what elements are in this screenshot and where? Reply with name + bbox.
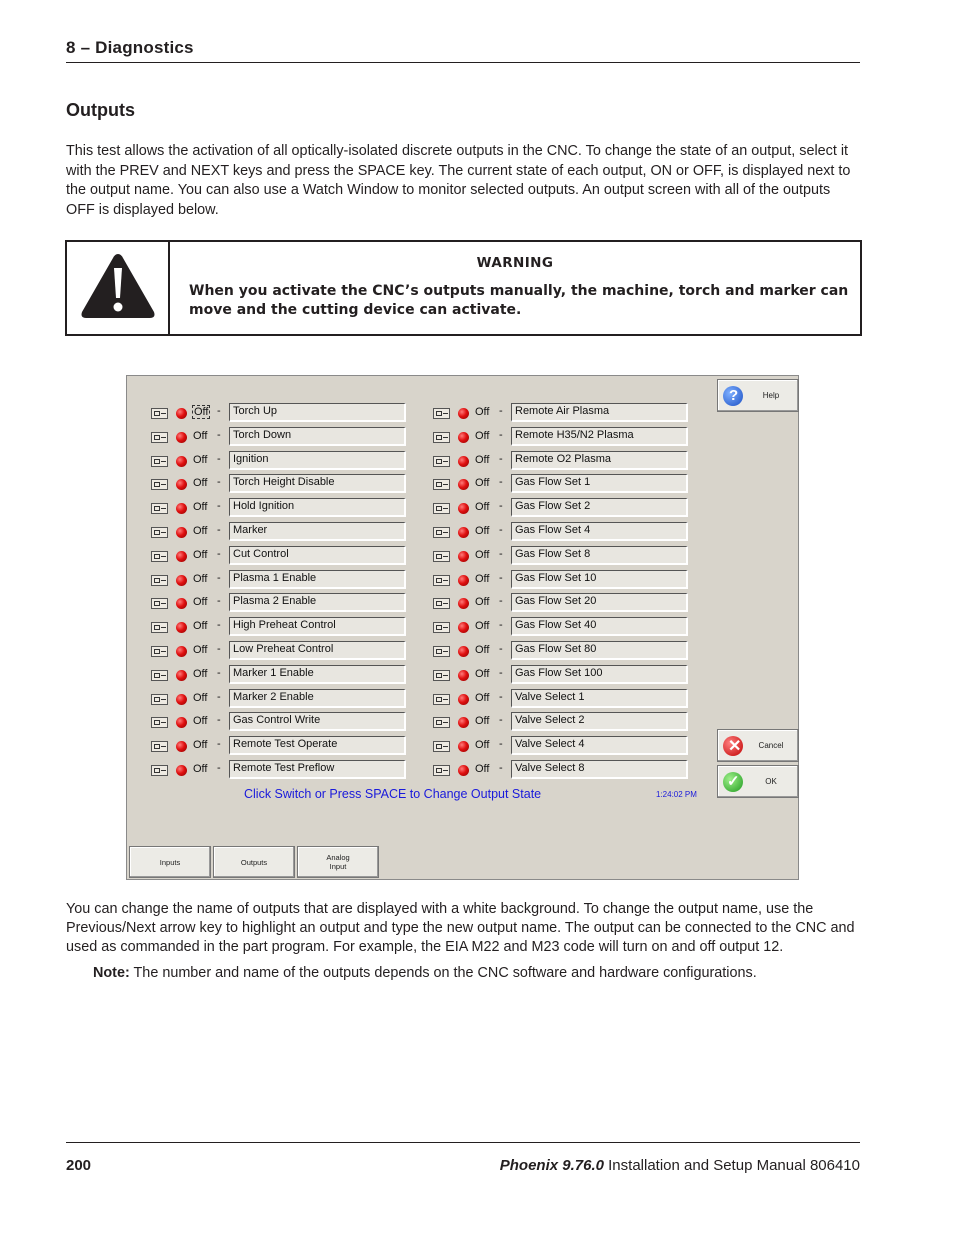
output-state: Off [475, 763, 490, 775]
output-state: Off [475, 572, 490, 585]
separator-dash: - [499, 738, 503, 751]
output-name-field[interactable]: Plasma 2 Enable [229, 593, 406, 612]
separator-dash: - [499, 547, 503, 560]
status-led-icon [458, 741, 469, 752]
left-output-row [151, 593, 441, 615]
note [93, 965, 853, 981]
output-name-field[interactable]: Gas Flow Set 40 [511, 617, 688, 636]
output-state: Off [475, 525, 490, 537]
status-led-icon [176, 741, 187, 752]
right-output-row [433, 474, 723, 496]
right-output-row [433, 593, 723, 615]
output-state: Off [193, 739, 208, 752]
output-state: Off [475, 406, 490, 418]
output-state: Off [475, 501, 490, 514]
output-state: Off [475, 691, 490, 704]
status-led-icon [458, 717, 469, 728]
separator-dash: - [217, 405, 221, 417]
status-led-icon [176, 408, 187, 419]
right-output-row [433, 760, 723, 782]
output-name-field[interactable]: Gas Flow Set 20 [511, 593, 688, 612]
separator-dash: - [217, 666, 221, 679]
separator-dash: - [499, 500, 503, 513]
footer-title [500, 1157, 860, 1174]
status-led-icon [176, 694, 187, 705]
separator-dash: - [499, 428, 503, 441]
status-led-icon [176, 622, 187, 633]
output-switch-icon[interactable] [151, 456, 168, 467]
output-switch-icon[interactable] [151, 717, 168, 728]
status-led-icon [176, 527, 187, 538]
status-led-icon [458, 765, 469, 776]
status-led-icon [176, 479, 187, 490]
left-output-row [151, 689, 441, 711]
output-name-field[interactable]: Valve Select 4 [511, 736, 688, 755]
output-name-field[interactable]: Plasma 1 Enable [229, 570, 406, 589]
output-switch-icon[interactable] [151, 408, 168, 419]
output-switch-icon[interactable] [433, 503, 450, 514]
output-state: Off [475, 620, 490, 633]
cancel-button[interactable] [717, 729, 799, 762]
output-switch-icon[interactable] [151, 765, 168, 776]
separator-dash: - [217, 643, 221, 655]
output-switch-icon[interactable] [433, 694, 450, 705]
exclamation-triangle-icon [80, 252, 156, 320]
output-state: Off [475, 644, 490, 656]
separator-dash: - [217, 571, 221, 584]
status-led-icon [458, 694, 469, 705]
separator-dash: - [217, 595, 221, 608]
status-message: Click Switch or Press SPACE to Change Output State [244, 787, 542, 801]
output-name-field[interactable]: Torch Height Disable [229, 474, 406, 493]
output-switch-icon[interactable] [433, 622, 450, 633]
output-state: Off [193, 620, 208, 633]
output-state: Off [475, 477, 490, 490]
output-switch-icon[interactable] [433, 408, 450, 419]
clock-readout: 1:24:02 PM [656, 790, 697, 799]
left-output-row [151, 570, 441, 592]
separator-dash: - [499, 524, 503, 536]
page-number: 200 [66, 1157, 92, 1174]
output-name-field[interactable]: Low Preheat Control [229, 641, 406, 660]
status-led-icon [176, 717, 187, 728]
right-output-row [433, 712, 723, 734]
separator-dash: - [217, 619, 221, 632]
separator-dash: - [499, 714, 503, 727]
warning-body: When you activate the CNC’s outputs manually, the machine, torch and marker can move and the cutting device can activate. [189, 283, 849, 318]
output-state: Off [193, 644, 208, 656]
output-state: Off [475, 739, 490, 752]
separator-dash: - [499, 762, 503, 774]
left-output-row [151, 617, 441, 639]
output-switch-icon[interactable] [151, 646, 168, 657]
right-output-row [433, 403, 723, 425]
output-name-field[interactable]: Valve Select 2 [511, 712, 688, 731]
left-output-row [151, 403, 441, 425]
output-switch-icon[interactable] [151, 479, 168, 490]
left-output-row [151, 474, 441, 496]
right-output-row [433, 641, 723, 663]
right-output-row [433, 451, 723, 473]
output-state: Off [475, 453, 490, 466]
separator-dash: - [217, 476, 221, 489]
status-led-icon [458, 456, 469, 467]
output-state: Off [193, 477, 208, 490]
left-output-row [151, 665, 441, 687]
separator-dash: - [217, 714, 221, 727]
help-label: Help [762, 391, 780, 400]
output-name-field[interactable]: Gas Flow Set 2 [511, 498, 688, 517]
cancel-icon: ✕ [723, 736, 743, 756]
output-name-field[interactable]: Remote O2 Plasma [511, 451, 688, 470]
status-led-icon [458, 622, 469, 633]
separator-dash: - [499, 476, 503, 489]
right-output-row [433, 570, 723, 592]
output-name-field[interactable]: Valve Select 1 [511, 689, 688, 708]
output-name-field[interactable]: Marker 2 Enable [229, 689, 406, 708]
right-output-row [433, 498, 723, 520]
output-state: Off [193, 715, 208, 728]
output-state: Off [193, 572, 208, 585]
after-paragraph: You can change the name of outputs that are displayed with a white background. To change the output name, use the Previous/Next arrow key to highlight an output and type the new output name. The output can be connected to the CNC and used as commanded in the part program. For example, the EIA M22 and M23 code will turn on and off output 12. [66, 901, 855, 955]
output-name-field[interactable]: High Preheat Control [229, 617, 406, 636]
separator-dash: - [499, 452, 503, 465]
output-switch-icon[interactable] [433, 717, 450, 728]
status-led-icon [176, 646, 187, 657]
output-state: Off [194, 406, 209, 418]
help-icon: ? [723, 386, 743, 406]
status-led-icon [176, 765, 187, 776]
output-switch-icon[interactable] [151, 694, 168, 705]
status-led-icon [458, 527, 469, 538]
output-name-field[interactable]: Marker 1 Enable [229, 665, 406, 684]
separator-dash: - [217, 762, 221, 774]
chapter-title: 8 – Diagnostics [66, 38, 194, 57]
status-led-icon [458, 479, 469, 490]
tab-outputs[interactable]: Outputs [213, 846, 295, 878]
separator-dash: - [217, 738, 221, 751]
output-name-field[interactable]: Gas Flow Set 80 [511, 641, 688, 660]
note-text: The number and name of the outputs depends on the CNC software and hardware configurations. [129, 965, 757, 981]
output-switch-icon[interactable] [433, 456, 450, 467]
output-switch-icon[interactable] [433, 575, 450, 586]
separator-dash: - [499, 571, 503, 584]
right-output-row [433, 522, 723, 544]
outputs-screen [126, 375, 799, 880]
output-name-field[interactable]: Torch Down [229, 427, 406, 446]
warning-box [65, 240, 862, 336]
status-led-icon [458, 503, 469, 514]
ok-button[interactable] [717, 765, 799, 798]
output-state: Off [475, 429, 490, 442]
intro-paragraph: This test allows the activation of all optically-isolated discrete outputs in the CNC. To change the state of an output, select it with the PREV and NEXT keys and press the SPACE key. The current state of each output, ON or OFF, is displayed next to the output name. You can also use a Watch Window to monitor selected outputs. An output screen with all of the outputs OFF is displayed below. [66, 143, 851, 218]
status-led-icon [458, 432, 469, 443]
output-switch-icon[interactable] [151, 432, 168, 443]
output-switch-icon[interactable] [151, 551, 168, 562]
left-output-row [151, 736, 441, 758]
output-name-field[interactable]: Ignition [229, 451, 406, 470]
output-switch-icon[interactable] [151, 503, 168, 514]
status-led-icon [176, 551, 187, 562]
output-state: Off [193, 453, 208, 466]
left-output-row [151, 427, 441, 449]
status-led-icon [176, 456, 187, 467]
output-state: Off [193, 429, 208, 442]
right-output-row [433, 689, 723, 711]
status-led-icon [176, 598, 187, 609]
left-output-row [151, 760, 441, 782]
output-name-field[interactable]: Cut Control [229, 546, 406, 565]
output-name-field[interactable]: Gas Flow Set 1 [511, 474, 688, 493]
output-switch-icon[interactable] [151, 598, 168, 609]
output-name-field[interactable]: Torch Up [229, 403, 406, 422]
output-switch-icon[interactable] [151, 741, 168, 752]
separator-dash: - [499, 690, 503, 703]
left-output-row [151, 522, 441, 544]
output-switch-icon[interactable] [151, 575, 168, 586]
separator-dash: - [499, 643, 503, 655]
status-led-icon [176, 503, 187, 514]
output-switch-icon[interactable] [433, 432, 450, 443]
separator-dash: - [217, 500, 221, 513]
output-name-field[interactable]: Gas Flow Set 100 [511, 665, 688, 684]
footer-rule [66, 1142, 860, 1143]
output-switch-icon[interactable] [433, 646, 450, 657]
separator-dash: - [217, 428, 221, 441]
cancel-label: Cancel [758, 741, 784, 750]
output-state: Off [475, 715, 490, 728]
left-output-row [151, 498, 441, 520]
output-state: Off [475, 596, 490, 609]
output-name-field[interactable]: Gas Flow Set 4 [511, 522, 688, 541]
output-switch-icon[interactable] [433, 741, 450, 752]
status-led-icon [458, 575, 469, 586]
status-led-icon [458, 646, 469, 657]
status-led-icon [458, 670, 469, 681]
output-state: Off [193, 548, 208, 561]
separator-dash: - [217, 524, 221, 536]
separator-dash: - [499, 619, 503, 632]
note-label: Note: [93, 965, 130, 981]
output-state: Off [193, 501, 208, 514]
output-switch-icon[interactable] [151, 527, 168, 538]
output-name-field[interactable]: Gas Control Write [229, 712, 406, 731]
status-led-icon [458, 408, 469, 419]
output-name-field[interactable]: Hold Ignition [229, 498, 406, 517]
output-switch-icon[interactable] [151, 670, 168, 681]
left-output-row [151, 451, 441, 473]
output-state: Off [475, 548, 490, 561]
separator-dash: - [499, 405, 503, 417]
output-name-field[interactable]: Remote H35/N2 Plasma [511, 427, 688, 446]
separator-dash: - [499, 595, 503, 608]
status-led-icon [176, 432, 187, 443]
output-name-field[interactable]: Remote Test Operate [229, 736, 406, 755]
right-output-row [433, 665, 723, 687]
separator-dash: - [217, 690, 221, 703]
status-led-icon [176, 575, 187, 586]
warning-title: WARNING [476, 255, 554, 271]
separator-dash: - [217, 547, 221, 560]
output-switch-icon[interactable] [151, 622, 168, 633]
separator-dash: - [217, 452, 221, 465]
status-led-icon [176, 670, 187, 681]
output-state: Off [475, 667, 490, 680]
output-state: Off [193, 667, 208, 680]
output-switch-icon[interactable] [433, 551, 450, 562]
output-state: Off [193, 525, 208, 537]
output-state: Off [193, 596, 208, 609]
right-output-row [433, 617, 723, 639]
left-output-row [151, 546, 441, 568]
manual-title: Installation and Setup Manual 806410 [603, 1157, 860, 1174]
output-state: Off [193, 763, 208, 775]
output-switch-icon[interactable] [433, 765, 450, 776]
ok-label: OK [765, 777, 777, 786]
right-output-row [433, 736, 723, 758]
section-title: Outputs [66, 100, 135, 120]
tab-analog-input[interactable]: Analog Input [297, 846, 379, 878]
warning-icon-cell [67, 242, 170, 334]
status-led-icon [458, 551, 469, 562]
product-name: Phoenix 9.76.0 [499, 1157, 604, 1174]
output-name-field[interactable]: Remote Air Plasma [511, 403, 688, 422]
output-switch-icon[interactable] [433, 479, 450, 490]
chapter-header [66, 38, 860, 63]
output-switch-icon[interactable] [433, 598, 450, 609]
output-name-field[interactable]: Marker [229, 522, 406, 541]
left-output-row [151, 641, 441, 663]
output-switch-icon[interactable] [433, 527, 450, 538]
right-output-row [433, 546, 723, 568]
separator-dash: - [499, 666, 503, 679]
tab-inputs[interactable]: Inputs [129, 846, 211, 878]
output-switch-icon[interactable] [433, 670, 450, 681]
left-output-row [151, 712, 441, 734]
output-name-field[interactable]: Remote Test Preflow [229, 760, 406, 779]
output-state: Off [193, 691, 208, 704]
output-name-field[interactable]: Gas Flow Set 10 [511, 570, 688, 589]
output-name-field[interactable]: Valve Select 8 [511, 760, 688, 779]
checkmark-icon: ✓ [723, 772, 743, 792]
right-output-row [433, 427, 723, 449]
status-led-icon [458, 598, 469, 609]
output-name-field[interactable]: Gas Flow Set 8 [511, 546, 688, 565]
help-button[interactable] [717, 379, 799, 412]
